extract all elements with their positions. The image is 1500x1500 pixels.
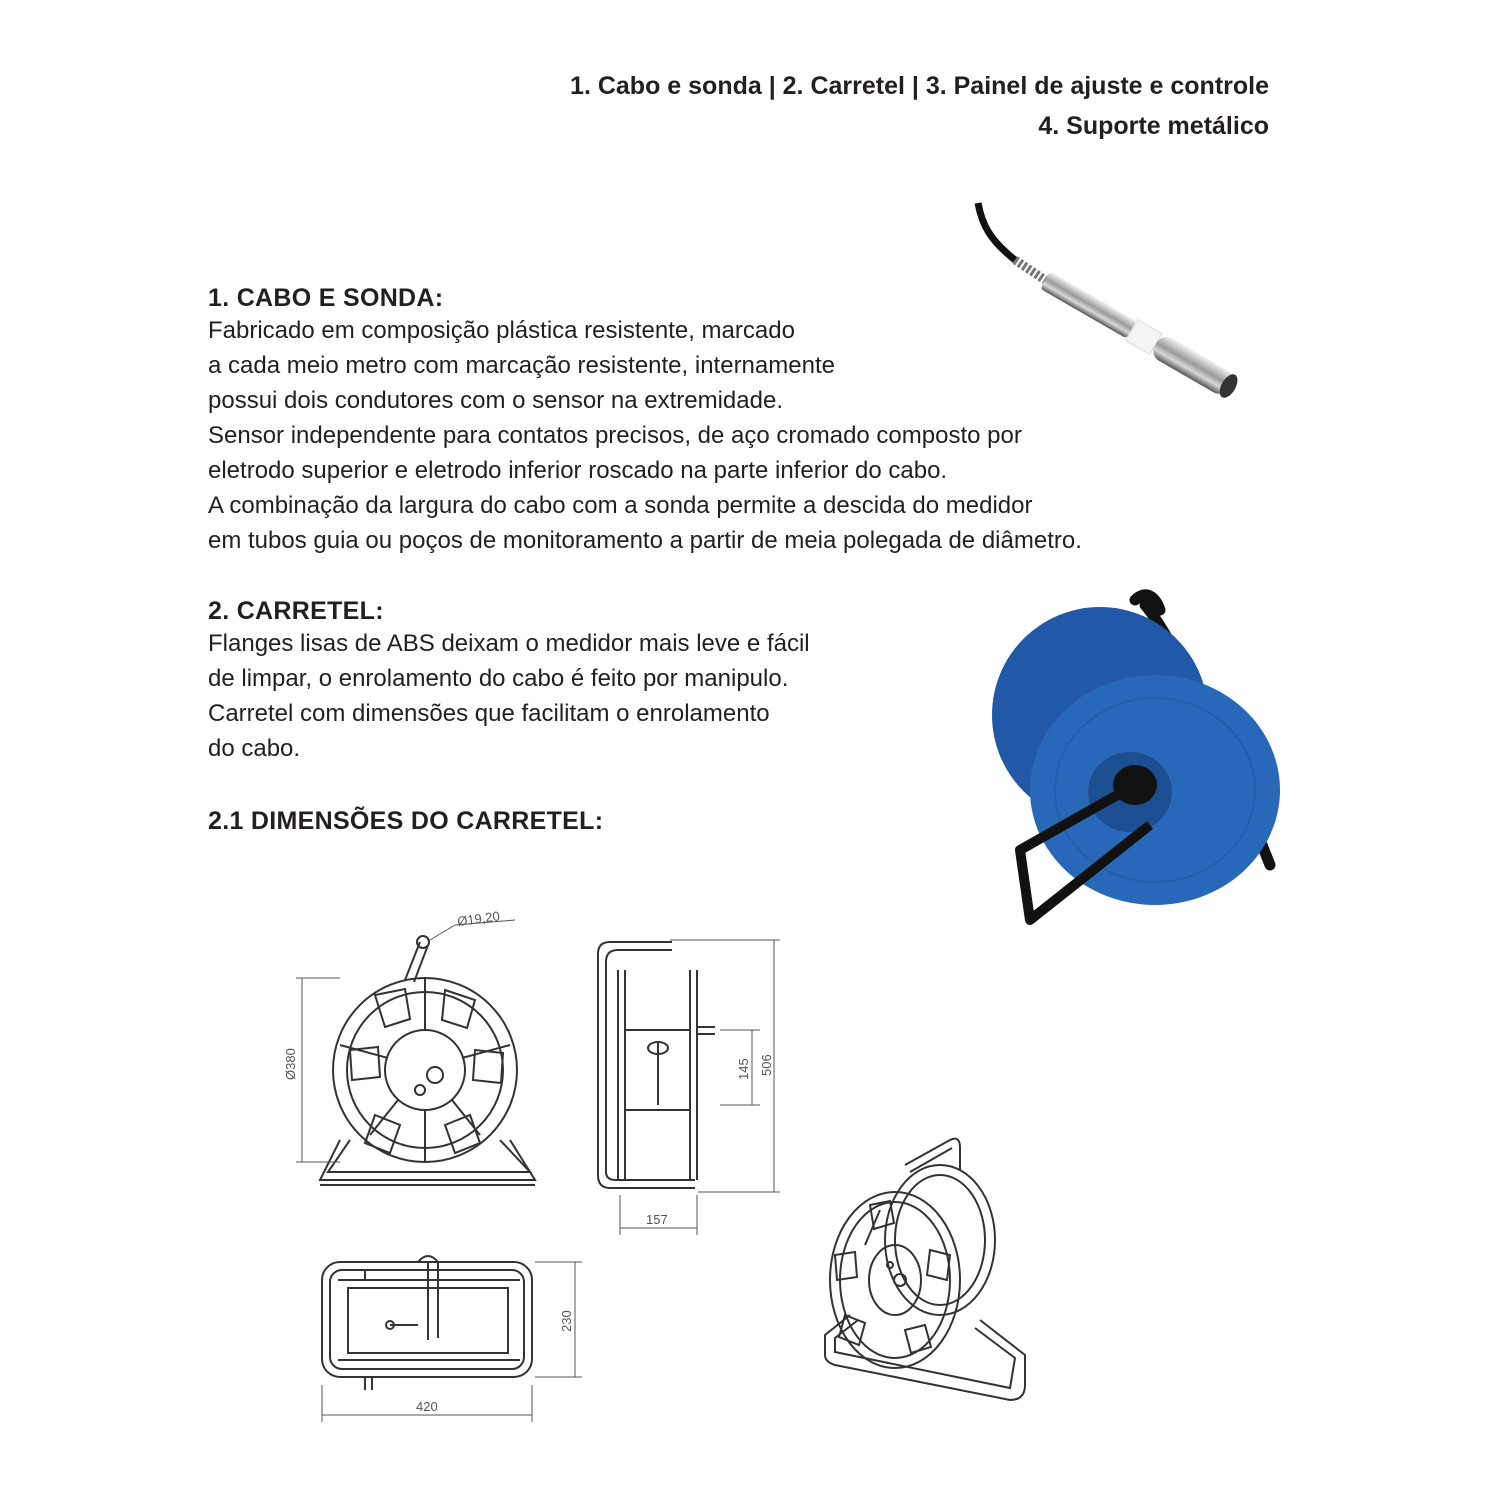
text-line: Flanges lisas de ABS deixam o medidor mais leve e fácil [208,630,810,657]
dim-hub-height: 145 [736,1058,751,1080]
dim-total-height: 506 [759,1054,774,1076]
text-line: eletrodo superior e eletrodo inferior roscado na parte inferior do cabo. [208,457,948,484]
text-line: possui dois condutores com o sensor na extremidade. [208,387,783,414]
dim-reel-diameter: Ø380 [283,1048,298,1080]
text-line: Carretel com dimensões que facilitam o enrolamento [208,700,770,727]
dim-top-depth: 230 [559,1310,574,1332]
text-line: de limpar, o enrolamento do cabo é feito por manipulo. [208,665,789,692]
reel-image [985,580,1285,935]
header-line-2: 4. Suporte metálico [1038,112,1269,140]
drawing-side-view [590,930,790,1240]
header-line-1: 1. Cabo e sonda | 2. Carretel | 3. Painel de ajuste e controle [570,72,1269,100]
drawing-top-view [310,1250,590,1425]
section-title: 1. CABO E SONDA: [208,284,444,312]
text-line: em tubos guia ou poços de monitoramento a partir de meia polegada de diâmetro. [208,527,1082,554]
text-line: Fabricado em composição plástica resistente, marcado [208,317,795,344]
section-title: 2.1 DIMENSÕES DO CARRETEL: [208,807,604,835]
text-line: Sensor independente para contatos precisos, de aço cromado composto por [208,422,1022,449]
section-title: 2. CARRETEL: [208,597,384,625]
probe-image [960,195,1270,405]
drawing-front-view [280,900,550,1200]
section-cabo-sonda [208,283,1082,558]
text-line: a cada meio metro com marcação resistente, internamente [208,352,835,379]
dim-side-width: 157 [646,1212,668,1227]
text-line: do cabo. [208,735,301,762]
drawing-isometric-view [810,1130,1040,1410]
page-header [369,66,1269,146]
dim-top-width: 420 [416,1399,438,1414]
section-carretel [208,596,810,766]
text-line: A combinação da largura do cabo com a sonda permite a descida do medidor [208,492,1033,519]
section-dimensoes [208,806,603,836]
dim-handle-diameter: Ø19,20 [456,908,501,929]
